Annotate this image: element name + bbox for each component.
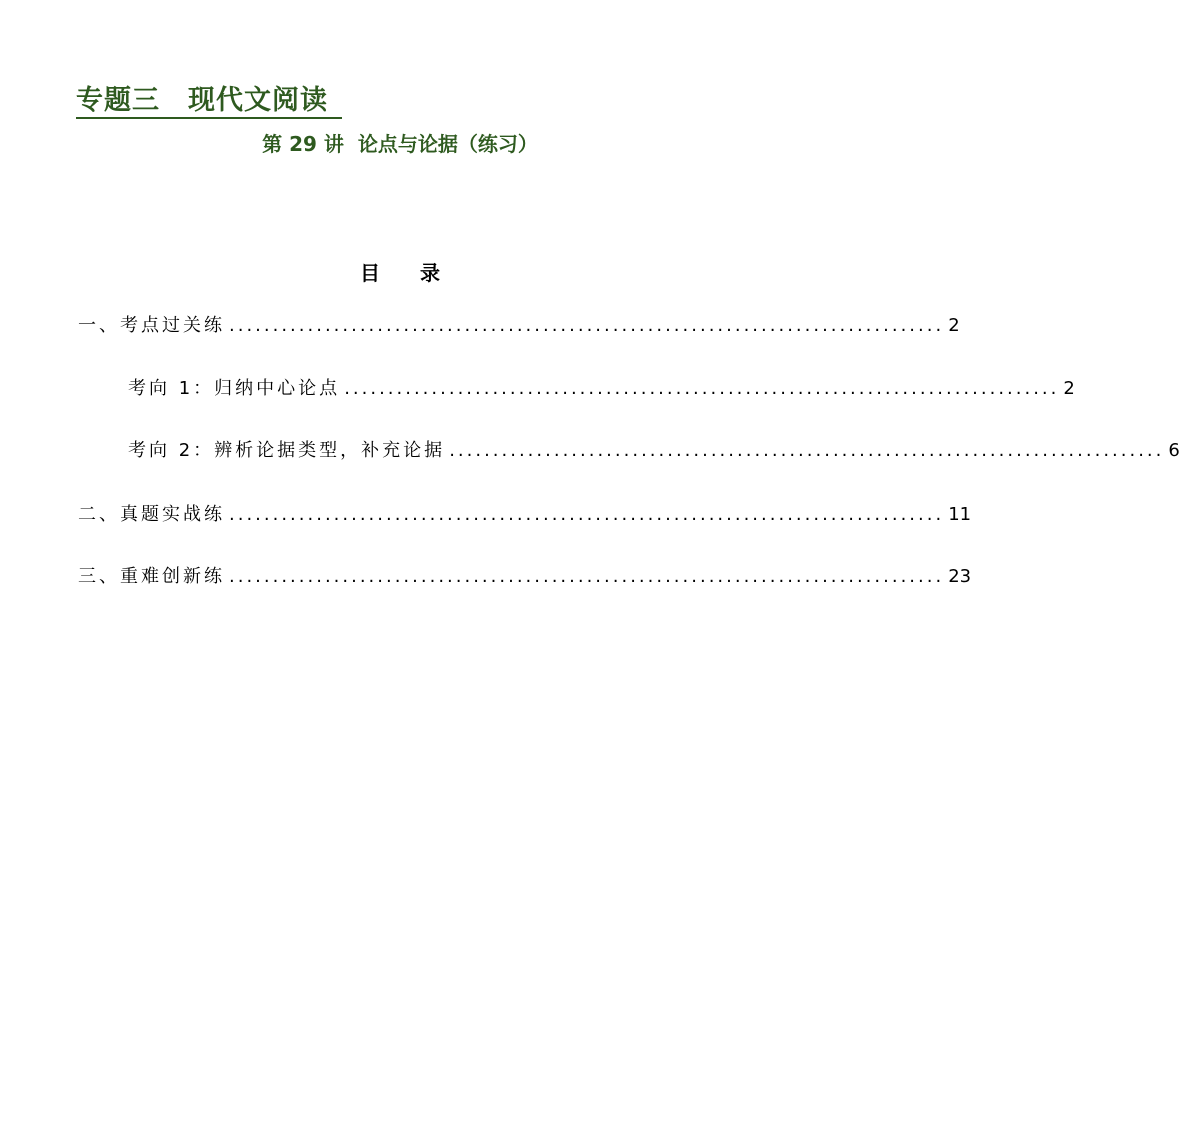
toc-entry-direction-2[interactable] <box>128 438 1180 464</box>
toc-entry-innovation[interactable] <box>78 564 972 590</box>
toc-leader-dots: .................................................................................. <box>229 504 945 525</box>
toc-entry-direction-1[interactable] <box>128 376 1075 402</box>
toc-entry-label: 二、真题实战练 <box>78 504 225 525</box>
toc-page-number: 11 <box>948 504 972 525</box>
toc-entry-exam-points[interactable] <box>78 313 960 339</box>
toc-page-number: 23 <box>948 566 972 587</box>
lecture-title: 第 29 讲 论点与论据（练习） <box>262 132 538 156</box>
toc-entry-label: 考向 2：辨析论据类型，补充论据 <box>128 440 446 461</box>
toc-leader-dots: .................................................................................. <box>229 566 945 587</box>
toc-entry-real-exams[interactable] <box>78 502 972 528</box>
topic-title: 专题三 现代文阅读 <box>76 85 328 116</box>
toc-leader-dots: .................................................................................. <box>229 315 945 336</box>
toc-page-number: 2 <box>1063 378 1075 399</box>
toc-leader-dots: .................................................................................. <box>449 440 1165 461</box>
toc-entry-label: 三、重难创新练 <box>78 566 225 587</box>
toc-entry-label: 一、考点过关练 <box>78 315 225 336</box>
toc-entry-label: 考向 1：归纳中心论点 <box>128 378 341 399</box>
toc-leader-dots: .................................................................................. <box>344 378 1060 399</box>
topic-title-underline <box>76 117 342 119</box>
toc-page-number: 2 <box>948 315 960 336</box>
toc-page-number: 6 <box>1168 440 1180 461</box>
toc-heading: 目 录 <box>360 261 440 285</box>
